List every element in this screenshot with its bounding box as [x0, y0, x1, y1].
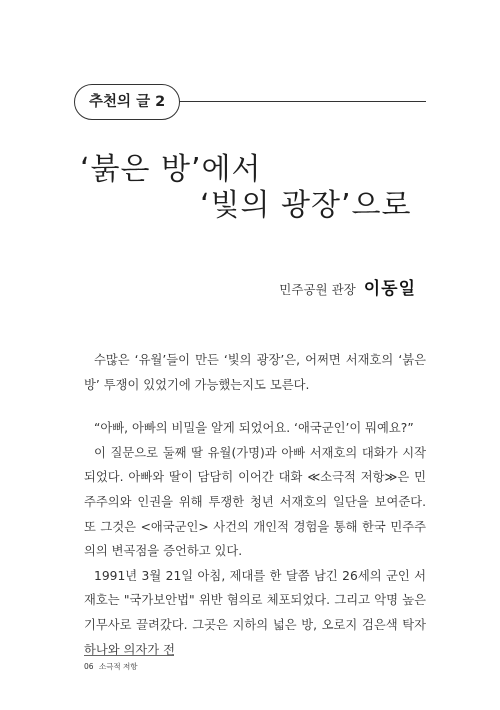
title-line-2: ‘빛의 광장’으로 — [200, 188, 412, 223]
footer-book-title: 소극적 저항 — [98, 662, 138, 671]
paragraph-4: 1991년 3월 21일 아침, 제대를 한 달쯤 남긴 26세의 군인 서재호는 "국가보안법" 위반 혐의로 체포되었다. 그리고 악명 높은 기무사로 끌려갔다. 그곳은 지하의 넓은 방, 오로지 검은색 탁자 하나와 의자가 전 — [84, 568, 426, 657]
page-footer — [84, 661, 138, 672]
section-tag: 추천의 글 2 — [74, 84, 180, 120]
byline — [279, 274, 416, 299]
byline-role: 민주공원 관장 — [279, 282, 356, 297]
body-text — [84, 348, 426, 662]
paragraph-3: 이 질문으로 둘째 딸 유월(가명)과 아빠 서재호의 대화가 시작되었다. 아빠와 딸이 담담히 이어간 대화 ≪소극적 저항≫은 민주주의와 인권을 위해 투쟁한 청년 서재호의 일단을 보여준다. 또 그것은 <애국군인> 사건의 개인적 경험을 통해 한국 민주주의의 변곡점을 증언하고 있다. — [84, 445, 426, 559]
paragraph-1: 수많은 ‘유월’들이 만든 ‘빛의 광장’은, 어쩌면 서재호의 ‘붉은 방’ 투쟁이 있었기에 가능했는지도 모른다. — [84, 353, 426, 392]
footer-rule — [84, 655, 174, 656]
section-tag-rule — [150, 101, 426, 102]
paragraph-2: “아빠, 아빠의 비밀을 알게 되었어요. ‘애국군인’이 뭐예요?” — [94, 421, 414, 436]
title-line-1: ‘붉은 방’에서 — [80, 152, 262, 187]
page-number: 06 — [84, 662, 94, 671]
byline-author: 이동일 — [363, 279, 416, 299]
